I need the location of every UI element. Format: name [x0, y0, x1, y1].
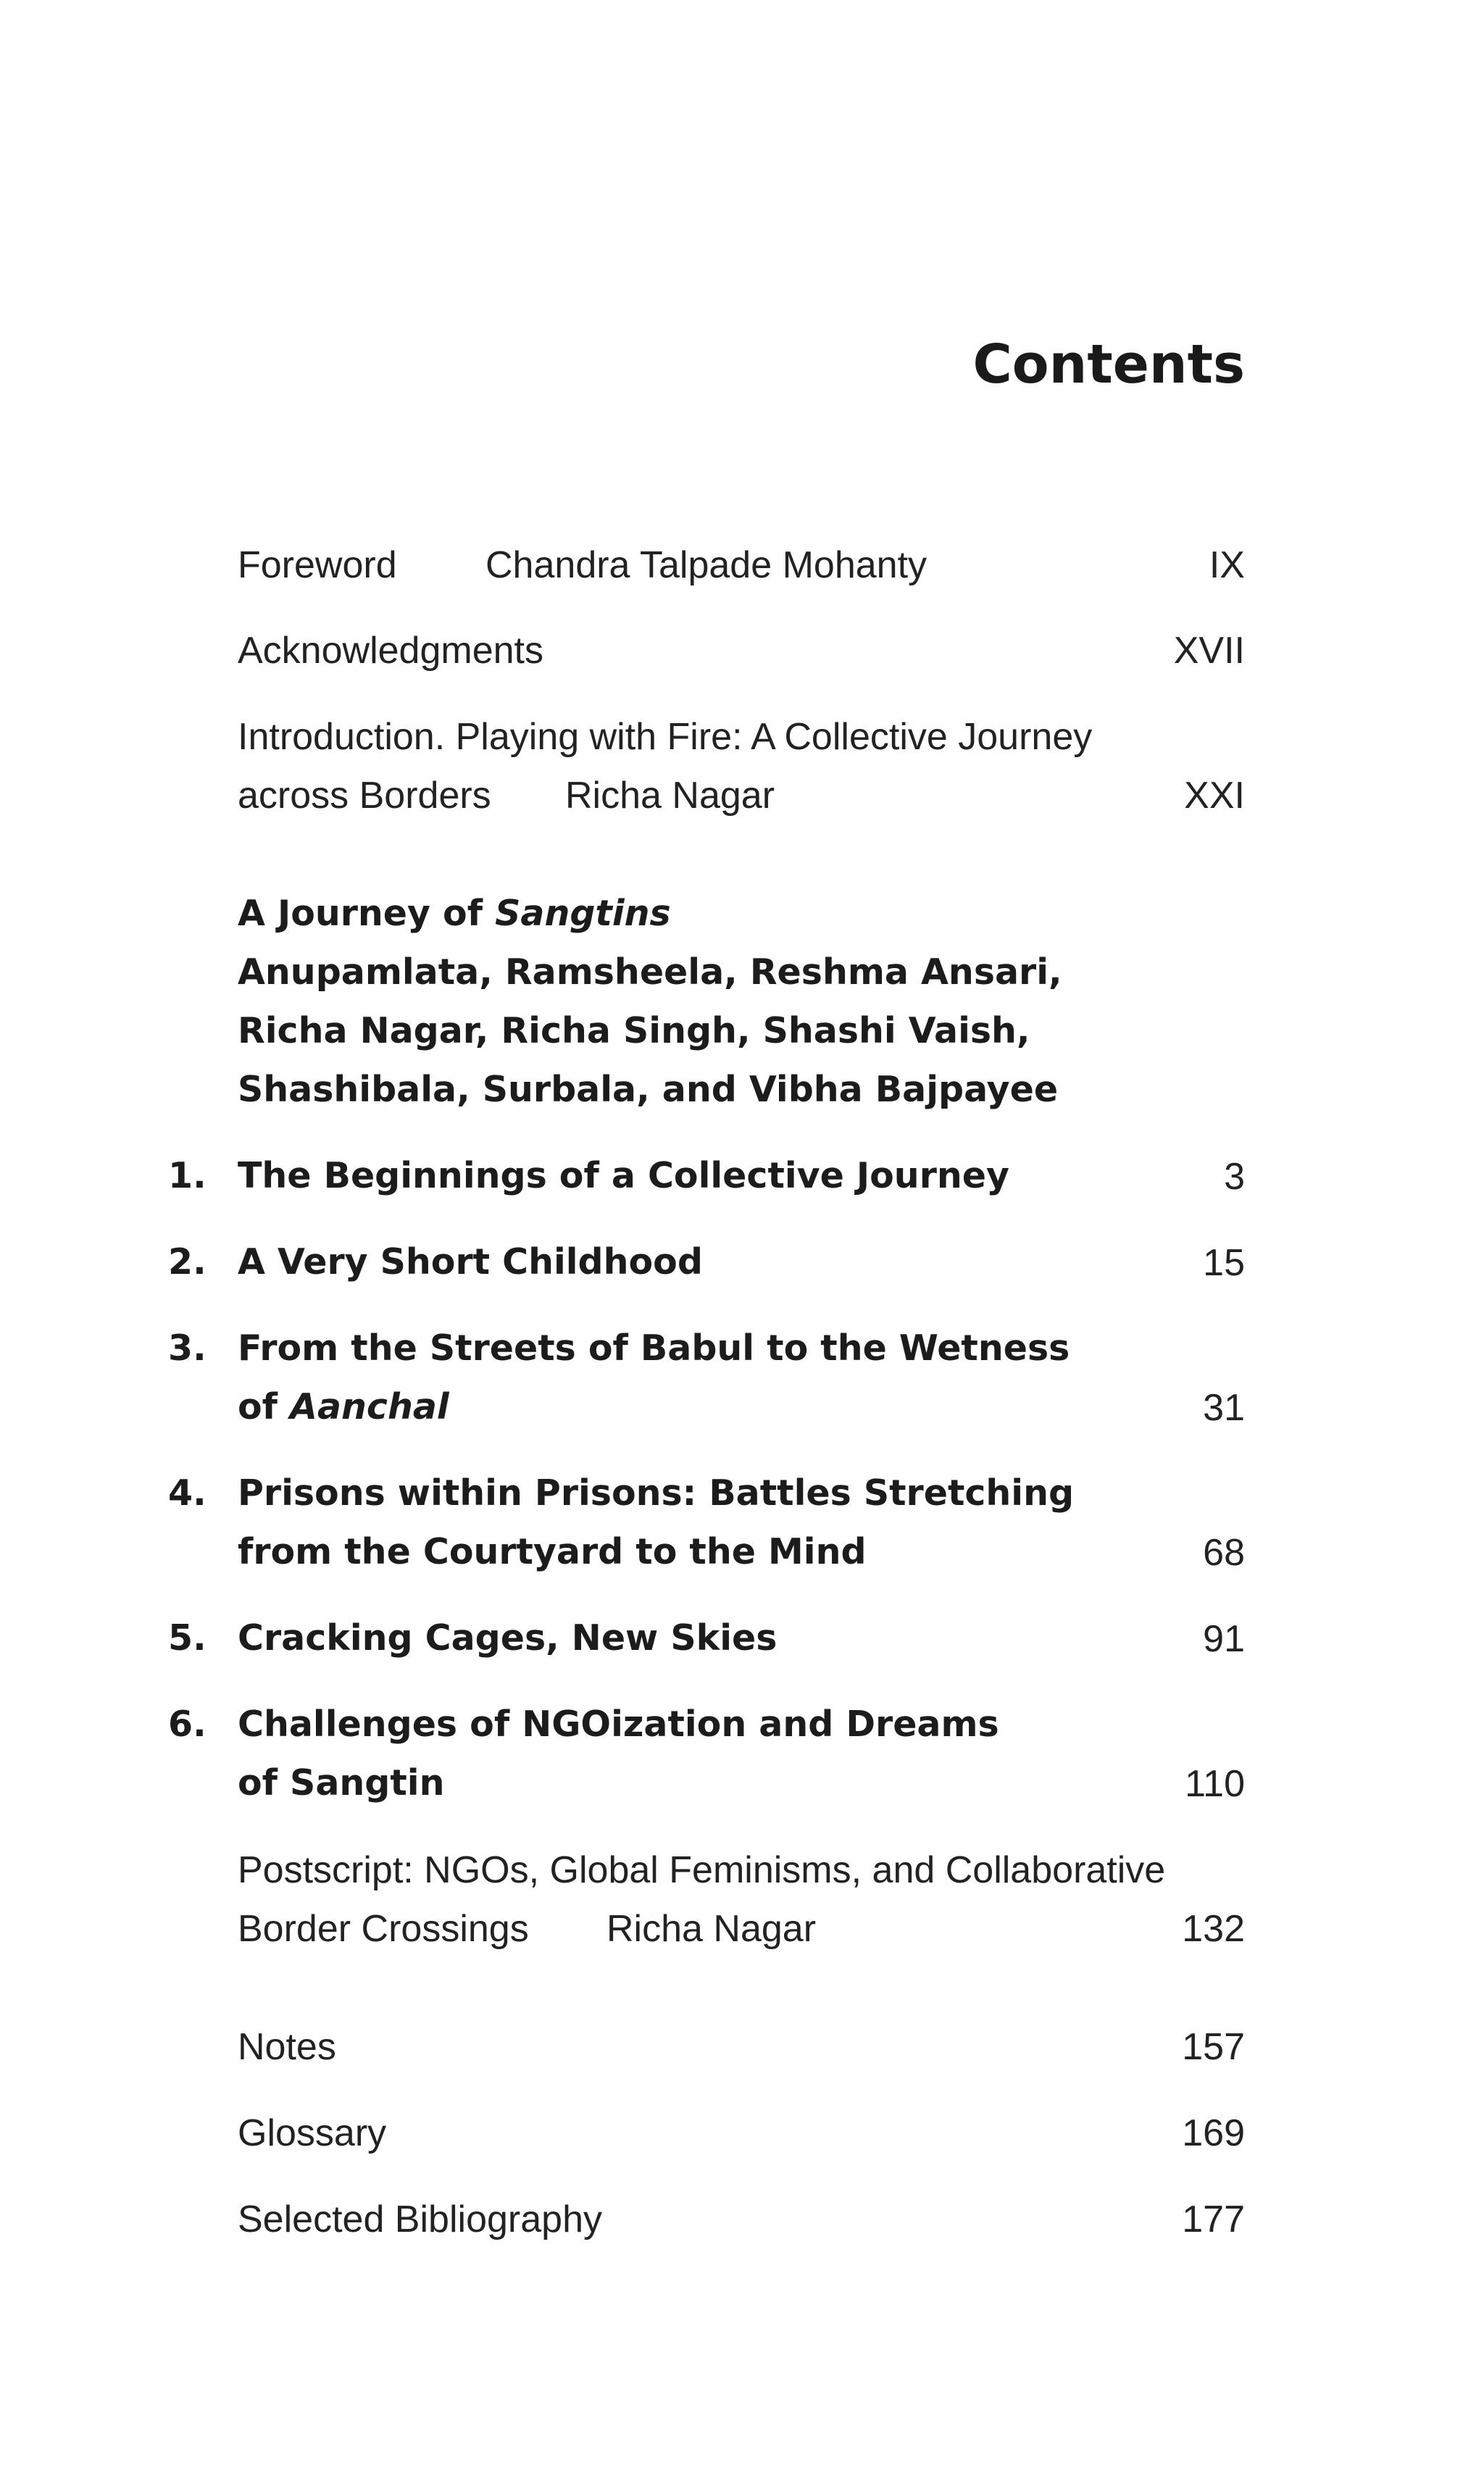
- toc-entry-postscript-line2: Border Crossings: [238, 1908, 529, 1950]
- toc-entry-glossary-page: 169: [1182, 2112, 1245, 2154]
- chapter-6-number: 6.: [168, 1704, 207, 1745]
- chapter-2-page: 15: [1203, 1242, 1245, 1284]
- chapter-1-title: The Beginnings of a Collective Journey: [238, 1155, 1009, 1196]
- chapter-4-title-line2: from the Courtyard to the Mind: [238, 1531, 867, 1572]
- chapter-3-title-line2-prefix: of: [238, 1386, 291, 1427]
- page-title: Contents: [972, 333, 1245, 396]
- part-title-italic: Sangtins: [495, 893, 671, 934]
- toc-entry-introduction-line2: across Borders: [238, 775, 491, 817]
- toc-entry-foreword-author: Chandra Talpade Mohanty: [485, 544, 928, 586]
- part-authors-line2: Richa Nagar, Richa Singh, Shashi Vaish,: [238, 1010, 1030, 1051]
- toc-entry-bibliography-page: 177: [1182, 2198, 1245, 2240]
- part-title-prefix: A Journey of: [238, 893, 496, 934]
- chapter-3-page: 31: [1203, 1387, 1245, 1429]
- chapter-2-title: A Very Short Childhood: [238, 1241, 703, 1283]
- toc-entry-postscript-line1: Postscript: NGOs, Global Feminisms, and Collaborative: [238, 1849, 1166, 1891]
- toc-entry-notes-label: Notes: [238, 2026, 336, 2068]
- toc-entry-postscript-page: 132: [1182, 1908, 1245, 1950]
- chapter-3-number: 3.: [168, 1327, 207, 1369]
- toc-entry-foreword-page: IX: [1209, 544, 1245, 586]
- toc-entry-introduction-page: XXI: [1184, 775, 1245, 817]
- toc-entry-glossary-label: Glossary: [238, 2112, 387, 2154]
- part-authors-line3: Shashibala, Surbala, and Vibha Bajpayee: [238, 1069, 1059, 1110]
- toc-entry-notes-page: 157: [1182, 2026, 1245, 2068]
- chapter-6-page: 110: [1185, 1763, 1245, 1805]
- chapter-5-number: 5.: [168, 1617, 207, 1659]
- chapter-6-title-line2: of Sangtin: [238, 1762, 445, 1804]
- chapter-3-title-line2-italic: Aanchal: [290, 1386, 449, 1427]
- chapter-4-number: 4.: [168, 1472, 207, 1514]
- toc-entry-introduction-author: Richa Nagar: [565, 775, 775, 817]
- chapter-1-page: 3: [1224, 1156, 1245, 1198]
- part-title: [238, 893, 671, 934]
- chapter-4-title-line1: Prisons within Prisons: Battles Stretching: [238, 1472, 1075, 1514]
- chapter-3-title-line1: From the Streets of Babul to the Wetness: [238, 1327, 1070, 1369]
- part-authors-line1: Anupamlata, Ramsheela, Reshma Ansari,: [238, 951, 1062, 993]
- chapter-4-page: 68: [1203, 1532, 1245, 1574]
- toc-entry-postscript-author: Richa Nagar: [606, 1908, 817, 1950]
- chapter-5-title: Cracking Cages, New Skies: [238, 1617, 778, 1659]
- chapter-6-title-line1: Challenges of NGOization and Dreams: [238, 1704, 999, 1745]
- toc-entry-foreword-label: Foreword: [238, 544, 397, 586]
- toc-entry-introduction-line1: Introduction. Playing with Fire: A Collective Journey: [238, 716, 1093, 758]
- chapter-2-number: 2.: [168, 1241, 207, 1283]
- chapter-1-number: 1.: [168, 1155, 207, 1196]
- chapter-5-page: 91: [1203, 1618, 1245, 1660]
- toc-entry-acknowledgments-page: XVII: [1173, 630, 1245, 672]
- toc-entry-bibliography-label: Selected Bibliography: [238, 2198, 602, 2240]
- chapter-3-title-line2: [238, 1386, 449, 1427]
- toc-entry-acknowledgments-label: Acknowledgments: [238, 630, 543, 672]
